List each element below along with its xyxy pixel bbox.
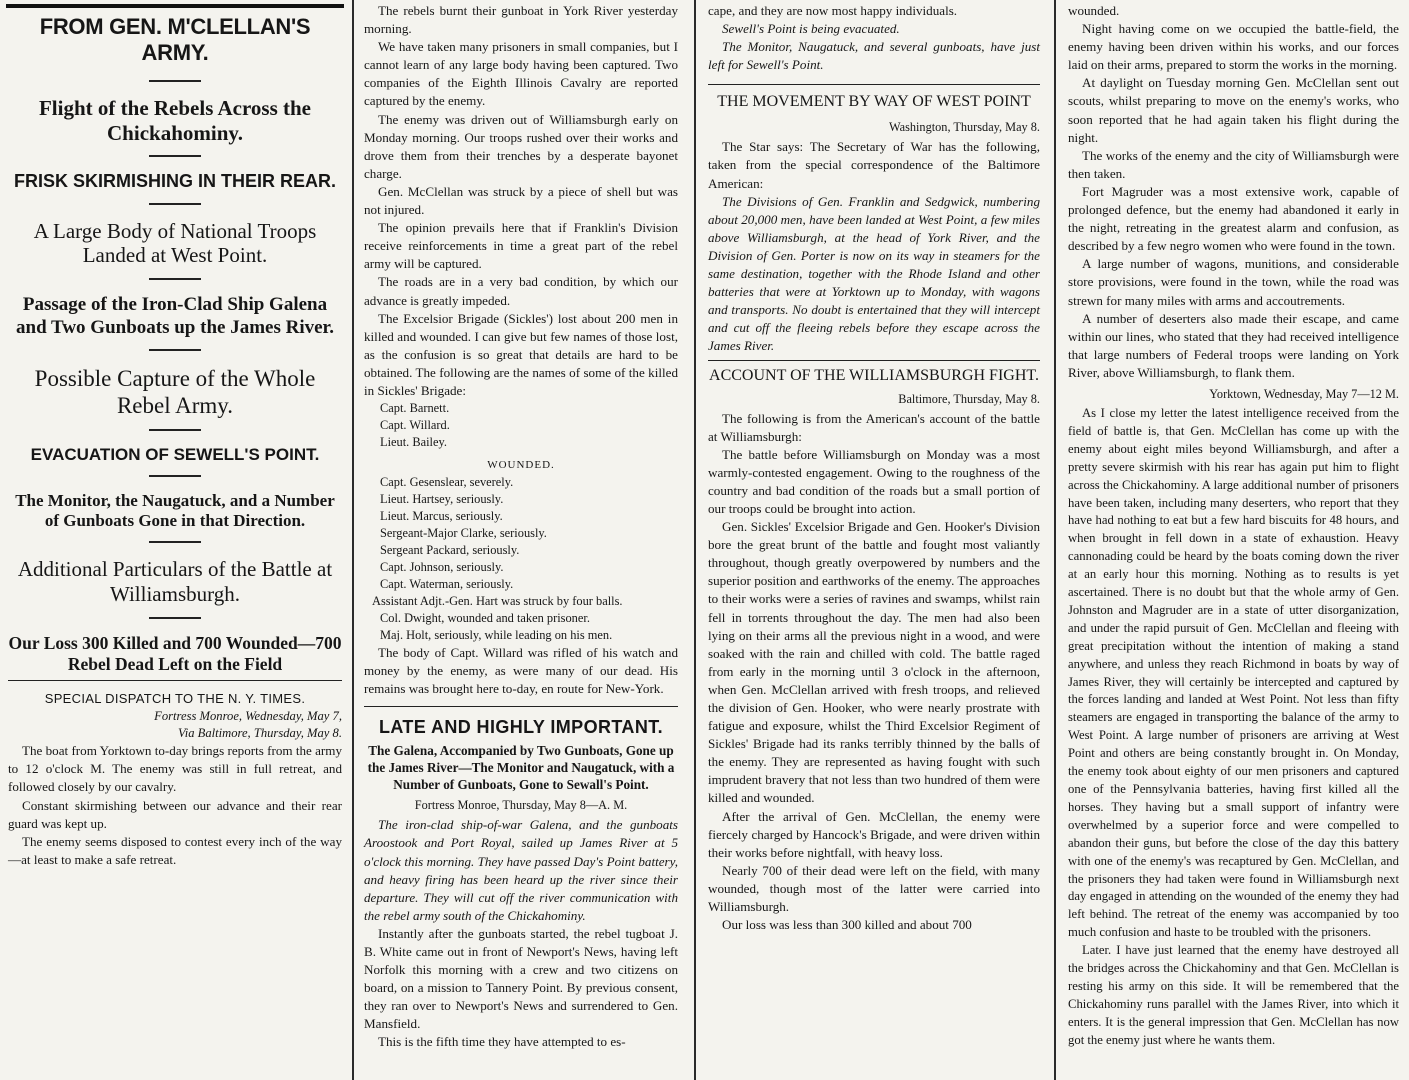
divider	[8, 680, 342, 681]
deck-headline: The Monitor, the Naugatuck, and a Number of Gunboats Gone in that Direction.	[15, 491, 335, 531]
article-paragraph: Night having come on we occupied the battle-field, the enemy having been driven within his works, and our forces laid on their arms, prepared to storm the works in the morning.	[1068, 21, 1399, 73]
section-headline: THE MOVEMENT BY WAY OF WEST POINT	[717, 93, 1031, 111]
divider	[149, 155, 201, 157]
killed-list	[364, 400, 678, 451]
article-paragraph: The boat from Yorktown to-day brings reports from the army to 12 o'clock M. The enemy was still in full retreat, and followed closely by our cavalry.	[8, 743, 343, 795]
divider	[708, 360, 1040, 361]
list-item: Lieut. Marcus, seriously.	[380, 509, 503, 524]
deck-headline: EVACUATION OF SEWELL'S POINT.	[30, 445, 320, 465]
deck-headline: A Large Body of National Troops Landed at West Point.	[33, 218, 317, 268]
divider	[149, 617, 201, 619]
dateline: Via Baltimore, Thursday, May 8.	[177, 726, 342, 741]
article-paragraph: Gen. McClellan was struck by a piece of shell but was not injured.	[364, 183, 678, 218]
list-item: Capt. Waterman, seriously.	[380, 577, 514, 592]
column-rule	[1054, 0, 1056, 1080]
divider	[149, 475, 201, 477]
article-paragraph: At daylight on Tuesday morning Gen. McClellan sent out scouts, whilst preparing to move on the enemy's works, who soon reported that he had again taken his flight during the night.	[1068, 75, 1399, 145]
article-paragraph: The iron-clad ship-of-war Galena, and the gunboats Aroostook and Port Royal, sailed up James River at 5 o'clock this morning. They have passed Day's Point battery, and heavy firing has been heard up the river since their departure. They will cut off the river communication with the rebel army south of the Chickahominy.	[364, 817, 678, 923]
article-paragraph: The Monitor, Naugatuck, and several gunboats, have just left for Sewell's Point.	[708, 39, 1040, 73]
article-paragraph: cape, and they are now most happy individuals.	[708, 3, 958, 18]
wounded-heading: WOUNDED.	[487, 459, 555, 472]
dateline: Baltimore, Thursday, May 8.	[898, 391, 1040, 406]
wounded-list	[364, 474, 678, 644]
article-paragraph: Instantly after the gunboats started, the rebel tugboat J. B. White came out in front of Newport's News, having left Norfolk this morning with a crew and two citizens on board, on a mission to Tannery Point. By previous consent, they ran over to Newport's News and surrendered to Gen. Mansfield.	[364, 925, 678, 1032]
deck-headline: Passage of the Iron-Clad Ship Galena and Two Gunboats up the James River.	[16, 294, 334, 338]
dateline: Fortress Monroe, Thursday, May 8—A. M.	[414, 798, 628, 813]
article-paragraph: The roads are in a very bad condition, by which our advance is greatly impeded.	[364, 274, 678, 308]
divider	[149, 429, 201, 431]
column-rule	[694, 0, 696, 1080]
column-2	[354, 0, 688, 1080]
divider	[149, 541, 201, 543]
article-paragraph: This is the fifth time they have attempted to es-	[378, 1034, 626, 1050]
deck-headline: Possible Capture of the Whole Rebel Army.	[34, 366, 316, 419]
dispatch-label: SPECIAL DISPATCH TO THE N. Y. TIMES.	[44, 691, 306, 707]
section-deck: The Galena, Accompanied by Two Gunboats, Gone up the James River—The Monitor and Naugatuck, with a Number of Gunboats, Gone to Sewall's Point.	[367, 743, 675, 793]
deck-headline: Additional Particulars of the Battle at Williamsburgh.	[17, 557, 333, 607]
list-item: Sergeant-Major Clarke, seriously.	[380, 526, 547, 541]
list-item: Col. Dwight, wounded and taken prisoner.	[380, 611, 590, 626]
article-paragraph: The opinion prevails here that if Franklin's Division receive reinforcements in time a great part of the rebel army will be captured.	[364, 220, 678, 272]
deck-headline: Flight of the Rebels Across the Chickahominy.	[38, 95, 311, 145]
list-item: Maj. Holt, seriously, while leading on his men.	[380, 628, 613, 643]
article-paragraph: As I close my letter the latest intelligence received from the field of battle is, that Gen. McClellan has come up with the enemy about eight miles beyond Williamsburgh, and after a pretty severe skirmish with his rear has again put him to flight across the Chickahominy. A large additional number of prisoners have been taken, including many deserters, who report that they have had nothing to eat but a few hard biscuits for 48 hours, and when brought in fell down in a state of exhaustion. Heavy cannonading could be heard by the boats coming down the river at an early hour this morning. Nothing as to results is yet ascertained. There is no doubt but that the whole army of Gen. Johnston and Magruder are in a state of utter disorganization, and under the rapid pursuit of Gen. McClellan and fleeing with great precipitation without the intention of making a stand anywhere, and unless they reach Richmond in boats by way of James River, they will certainly be intercepted and captured by the forces landing and landed at West Point. Not less than fifty steamers are engaged in transporting the balance of the army to West Point. A large number of prisoners are arriving at West Point and others are being constantly brought in. On Monday, the enemy took about eighty of our men prisoners and captured one of the Pennsylvania batteries, having first killed all the horses. They having but a small support of infantry were overwhelmed by a superior force and were compelled to abandon their guns, but before the close of the day this battery with one of the enemy's was recaptured by Gen. McClellan, and the prisoners they had taken were found in Williamsburgh next day engaged in attending on the wounded of the enemy they had left behind. The retreat of the enemy was accompanied by too much confusion and haste to be troubled with the prisoners.	[1068, 405, 1399, 940]
divider	[149, 278, 201, 280]
main-headline: FROM GEN. M'CLELLAN'S ARMY.	[39, 14, 311, 65]
list-item: Capt. Johnson, seriously.	[380, 560, 504, 575]
article-paragraph: Fort Magruder was a most extensive work, capable of prolonged defence, but the enemy had abandoned it early in the night, retreating in the greatest alarm and confusion, as described by a few negro women who were found in the town.	[1068, 183, 1399, 254]
divider	[149, 349, 201, 351]
article-paragraph: Our loss was less than 300 killed and about 700	[722, 917, 972, 933]
column-3	[698, 0, 1050, 1080]
divider	[149, 80, 201, 82]
article-paragraph: The rebels burnt their gunboat in York River yesterday morning.	[364, 3, 678, 37]
section-headline: ACCOUNT OF THE WILLIAMSBURGH FIGHT.	[709, 366, 1039, 384]
article-paragraph: After the arrival of Gen. McClellan, the enemy were fiercely charged by Hancock's Brigade, and were driven within their works before nightfall, with heavy loss.	[708, 808, 1040, 860]
article-paragraph: The enemy seems disposed to contest every inch of the way—at least to make a safe retreat.	[8, 833, 342, 867]
article-paragraph: Constant skirmishing between our advance and their rear guard was kept up.	[8, 797, 342, 831]
list-item: Sergeant Packard, seriously.	[380, 543, 520, 558]
top-rule	[6, 4, 344, 8]
article-paragraph: wounded.	[1068, 3, 1120, 18]
article-paragraph: The battle before Williamsburgh on Monday was a most warmly-contested engagement. Owing to the roughness of the country and bad condition of the roads but a small portion of our troops could be brought into action.	[708, 446, 1040, 516]
dateline: Fortress Monroe, Wednesday, May 7,	[154, 709, 342, 724]
article-paragraph: Nearly 700 of their dead were left on the field, with many wounded, though most of the latter were carried into Williamsburgh.	[708, 862, 1040, 915]
list-item: Lieut. Bailey.	[380, 435, 447, 450]
article-paragraph: Gen. Sickles' Excelsior Brigade and Gen. Hooker's Division bore the great brunt of the battle and fought most valiantly throughout, though greatly overpowered by numbers and the superior position and earthworks of the enemy. The approaches to their works were a series of ravines and swamps, whilst rain fell in torrents throughout the day. The men had also been lying on their arms all the previous night in a wood, and were soaked with the rain and chilled with cold. The battle raged from early in the morning until 3 o'clock in the afternoon, when Gen. McClellan arrived with fresh troops, and relieved the division of Gen. Hooker, who were nearly prostrate with fatigue and exposure, whilst the Third Excelsior Regiment of Sickles' Brigade had its ranks terribly thinned by the balls of the enemy. They are represented as having fought with such imprudent bravery that not less than two hundred of them were killed and wounded.	[708, 519, 1040, 806]
deck-headline: Our Loss 300 Killed and 700 Wounded—700 Rebel Dead Left on the Field	[8, 632, 342, 674]
article-paragraph: The body of Capt. Willard was rifled of his watch and money by the enemy, as were many of our dead. His remains was brought here to-day, en route for New-York.	[364, 645, 678, 697]
list-item: Capt. Barnett.	[380, 401, 450, 416]
article-paragraph: The enemy was driven out of Williamsburgh early on Monday morning. Our troops rushed over their works and drove them from their trenches by a desperate bayonet charge.	[364, 111, 678, 181]
article-paragraph: Sewell's Point is being evacuated.	[722, 21, 900, 37]
article-paragraph: Later. I have just learned that the enemy have destroyed all the bridges across the Chickahominy and that Gen. McClellan is resting his army on this side. It will be remembered that the Chickahominy runs parallel with the James River, into which it enters. It is the general impression that Gen. McClellan has now got the enemy just where he wants them.	[1068, 943, 1399, 1047]
divider	[364, 706, 678, 707]
list-item: Assistant Adjt.-Gen. Hart was struck by four balls.	[372, 594, 623, 609]
list-item: Lieut. Hartsey, seriously.	[380, 492, 504, 507]
dateline: Washington, Thursday, May 8.	[889, 120, 1040, 135]
section-headline: LATE AND HIGHLY IMPORTANT.	[378, 717, 664, 738]
list-item: Capt. Willard.	[380, 418, 450, 433]
divider	[149, 203, 201, 205]
article-paragraph: A number of deserters also made their escape, and came within our lines, who stated that they had received intelligence that large numbers of Federal troops were landing on York River, above Williamsburgh, to flank them.	[1068, 310, 1399, 380]
article-paragraph: The Star says: The Secretary of War has the following, taken from the special correspondence of the Baltimore American:	[708, 139, 1040, 191]
article-paragraph: The works of the enemy and the city of Williamsburgh were then taken.	[1068, 147, 1399, 181]
dateline: Yorktown, Wednesday, May 7—12 M.	[1209, 386, 1399, 401]
deck-headline: FRISK SKIRMISHING IN THEIR REAR.	[13, 171, 336, 192]
list-item: Capt. Gesenslear, severely.	[380, 475, 514, 490]
article-paragraph: The following is from the American's account of the battle at Williamsburgh:	[708, 410, 1040, 444]
article-paragraph: A large number of wagons, munitions, and considerable store provisions, were found in the town, while the road was strewn for many miles with arms and accoutrements.	[1068, 256, 1399, 308]
column-1	[0, 0, 352, 1080]
column-4	[1058, 0, 1409, 1080]
article-paragraph: The Divisions of Gen. Franklin and Sedgwick, numbering about 20,000 men, have been landed at West Point, a few miles above Williamsburgh, at the head of York River, and the Division of Gen. Porter is now on its way in steamers for the same destination, together with the Rhode Island and other batteries that were at Yorktown up to Monday, with wagons and transports. No doubt is entertained that they will intercept and cut off the fleeing rebels before they escape across the James River.	[708, 193, 1040, 354]
article-paragraph: The Excelsior Brigade (Sickles') lost about 200 men in killed and wounded. I can give but few names of those lost, as the confusion is so great that details are hard to be obtained. The following are the names of some of the killed in Sickles' Brigade:	[364, 310, 678, 398]
article-paragraph: We have taken many prisoners in small companies, but I cannot learn of any large body having been captured. Two companies of the Eighth Illinois Cavalry are reported captured by the enemy.	[364, 39, 678, 109]
divider	[708, 84, 1040, 85]
